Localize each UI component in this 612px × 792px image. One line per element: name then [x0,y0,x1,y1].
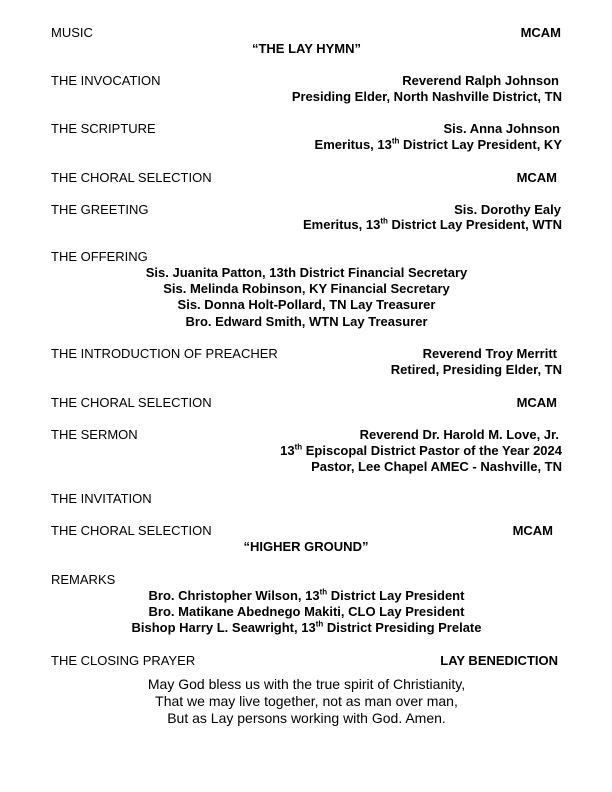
closing-prayer-label: THE CLOSING PRAYER [51,653,196,668]
offering-line: Bro. Edward Smith, WTN Lay Treasurer [185,314,428,329]
introduction-title: Retired, Presiding Elder, TN [390,362,562,377]
choral-selection-2-row [51,395,562,411]
sermon-label: THE SERMON [51,427,138,442]
remarks-speaker: Bro. Matikane Abednego Makiti, CLO Lay President [148,604,465,619]
closing-prayer-row [51,653,562,669]
lay-benediction-label: LAY BENEDICTION [440,653,558,668]
benediction-line: May God bless us with the true spirit of Christianity, [147,676,466,692]
music-row [51,25,562,41]
invocation-row [51,73,562,89]
invitation-row [51,491,562,507]
benediction-line: But as Lay persons working with God. Amen. [167,710,446,726]
lay-hymn-title: “THE LAY HYMN” [251,41,362,56]
offering-row [51,249,562,265]
choral-selection-2-label: THE CHORAL SELECTION [51,395,212,410]
scripture-title: Emeritus, 13th District Lay President, KY [314,136,562,152]
offering-line: Sis. Juanita Patton, 13th District Financial Secretary [145,265,468,280]
choral-selection-1-row [51,170,562,186]
choral-selection-1-performer: MCAM [516,170,557,185]
introduction-label: THE INTRODUCTION OF PREACHER [51,346,278,361]
offering-line: Sis. Melinda Robinson, KY Financial Secretary [163,281,450,296]
scripture-name: Sis. Anna Johnson [443,121,560,136]
scripture-row [51,121,562,137]
choral-selection-3-row [51,523,562,539]
remarks-speaker: Bishop Harry L. Seawright, 13th District Presiding Prelate [131,619,482,635]
sermon-preacher-church: Pastor, Lee Chapel AMEC - Nashville, TN [311,459,562,474]
choral-selection-3-label: THE CHORAL SELECTION [51,523,212,538]
music-performer: MCAM [520,25,561,40]
introduction-row [51,346,562,362]
remarks-row [51,572,562,588]
offering-label: THE OFFERING [51,249,148,264]
remarks-label: REMARKS [51,572,116,587]
higher-ground-title: “HIGHER GROUND” [243,539,369,554]
greeting-row [51,202,562,218]
introduction-name: Reverend Troy Merritt [422,346,557,361]
sermon-preacher-honor: 13th Episcopal District Pastor of the Year 2024 [280,442,562,458]
sermon-row [51,427,562,443]
benediction-line: That we may live together, not as man over man, [155,693,458,709]
greeting-label: THE GREETING [51,202,149,217]
offering-line: Sis. Donna Holt-Pollard, TN Lay Treasurer [177,297,436,312]
scripture-label: THE SCRIPTURE [51,121,156,136]
greeting-name: Sis. Dorothy Ealy [454,202,561,217]
sermon-preacher-name: Reverend Dr. Harold M. Love, Jr. [359,427,559,442]
choral-selection-2-performer: MCAM [516,395,557,410]
remarks-speaker: Bro. Christopher Wilson, 13th District Lay President [148,587,465,603]
greeting-title: Emeritus, 13th District Lay President, WTN [303,216,562,232]
invocation-title: Presiding Elder, North Nashville District, TN [291,89,562,104]
music-label: MUSIC [51,25,93,40]
choral-selection-3-performer: MCAM [512,523,553,538]
choral-selection-1-label: THE CHORAL SELECTION [51,170,212,185]
invocation-label: THE INVOCATION [51,73,161,88]
invitation-label: THE INVITATION [51,491,152,506]
invocation-name: Reverend Ralph Johnson [402,73,559,88]
